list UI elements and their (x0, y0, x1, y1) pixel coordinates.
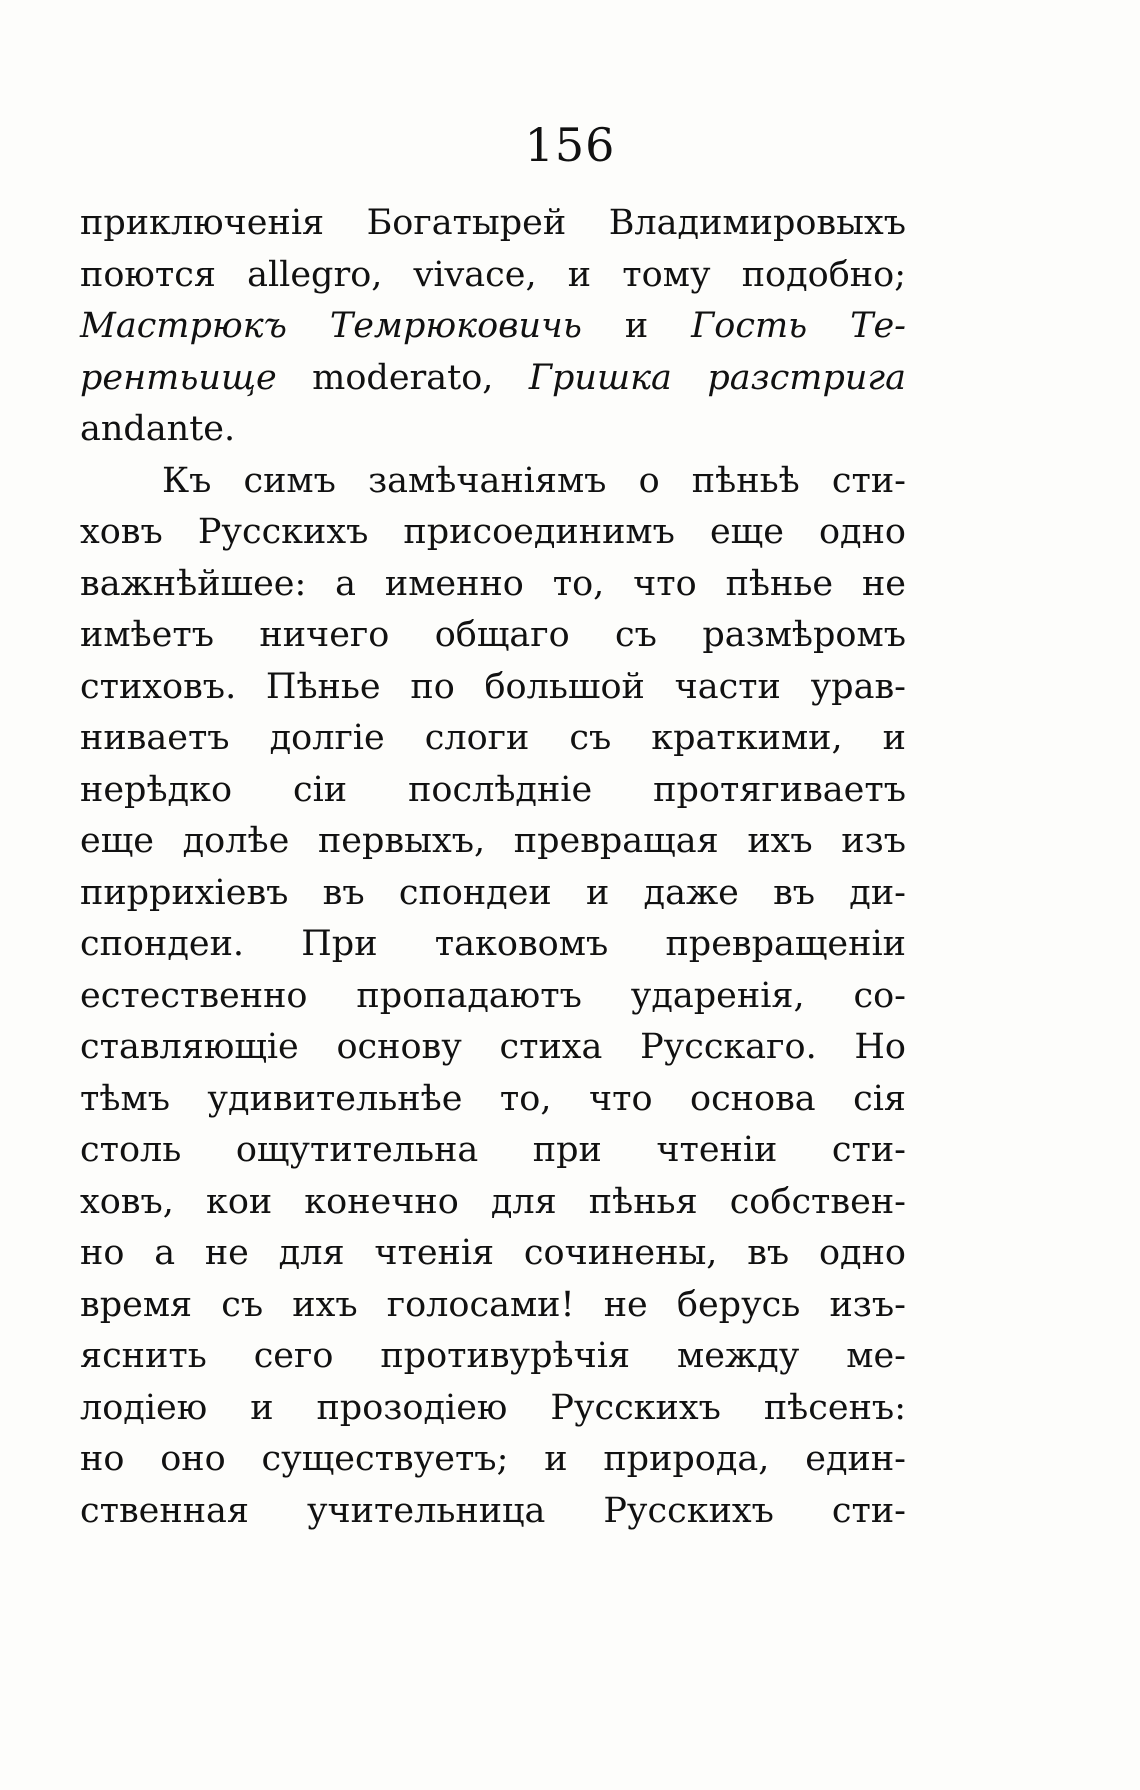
text-line (80, 816, 906, 868)
text-line (80, 301, 906, 353)
text-segment: Къ симъ замѣчаніямъ о пѣньѣ сти- (162, 460, 906, 501)
text-segment: но а не для чтенія сочинены, въ одно (80, 1233, 906, 1273)
text-line (80, 198, 906, 250)
italic-text-segment: Гришка разстрига (528, 357, 906, 398)
text-line (80, 1331, 906, 1383)
text-line (80, 250, 906, 302)
text-segment: ховъ, кои конечно для пѣнья собствен- (80, 1181, 906, 1222)
text-segment: нерѣдко сіи послѣдніе протягиваетъ (80, 769, 906, 810)
text-line (80, 456, 906, 508)
text-segment: поются allegro, vivace, и тому подобно; (80, 254, 906, 295)
italic-text-segment: рентьище (80, 357, 277, 398)
text-line (80, 1177, 906, 1229)
text-segment: приключенія Богатырей Владимировыхъ (80, 203, 906, 243)
text-line (80, 404, 906, 456)
text-line (80, 1228, 906, 1280)
italic-text-segment: Гость Те- (691, 306, 906, 346)
text-segment: тѣмъ удивительнѣе то, что основа сія (80, 1078, 906, 1119)
text-segment: andante. (80, 409, 236, 449)
text-segment: яснить сего противурѣчія между ме- (80, 1336, 906, 1376)
text-line (80, 662, 906, 714)
text-line (80, 1022, 906, 1074)
body-text (80, 198, 906, 1537)
text-segment: стиховъ. Пѣнье по большой части урав- (80, 666, 906, 707)
text-line (80, 1383, 906, 1435)
text-line (80, 559, 906, 611)
page-number: 156 (524, 118, 616, 172)
text-segment: ставляющіе основу стиха Русскаго. Но (80, 1027, 906, 1067)
text-segment: но оно существуетъ; и природа, един- (80, 1439, 906, 1479)
text-line (80, 868, 906, 920)
text-segment: moderato, (276, 357, 529, 398)
text-segment: ственная учительница Русскихъ сти- (80, 1490, 906, 1531)
text-segment: естественно пропадаютъ ударенія, со- (80, 975, 906, 1016)
text-line (80, 765, 906, 817)
text-segment: ниваетъ долгіе слоги съ краткими, и (80, 718, 906, 758)
text-line (80, 713, 906, 765)
italic-text-segment: Мастрюкъ Темрюковичь (80, 306, 582, 346)
text-line (80, 1280, 906, 1332)
text-segment: важнѣйшее: а именно то, что пѣнье не (80, 563, 906, 604)
text-segment: столь ощутительна при чтеніи сти- (80, 1130, 906, 1170)
text-line (80, 610, 906, 662)
text-line (80, 1486, 906, 1538)
text-segment: имѣетъ ничего общаго съ размѣромъ (80, 615, 906, 655)
text-line (80, 507, 906, 559)
text-segment: и (581, 306, 692, 346)
text-line (80, 1434, 906, 1486)
text-segment: еще долѣе первыхъ, превращая ихъ изъ (80, 821, 906, 861)
text-segment: время съ ихъ голосами! не берусь изъ- (80, 1284, 906, 1325)
text-segment: пиррихіевъ въ спондеи и даже въ ди- (80, 872, 906, 913)
text-line (80, 1074, 906, 1126)
text-segment: ховъ Русскихъ присоединимъ еще одно (80, 512, 906, 552)
text-line (80, 971, 906, 1023)
text-segment: спондеи. При таковомъ превращеніи (80, 924, 906, 964)
text-line (80, 919, 906, 971)
text-segment: лодіею и прозодіею Русскихъ пѣсенъ: (80, 1387, 906, 1428)
text-line (80, 353, 906, 405)
text-line (80, 1125, 906, 1177)
